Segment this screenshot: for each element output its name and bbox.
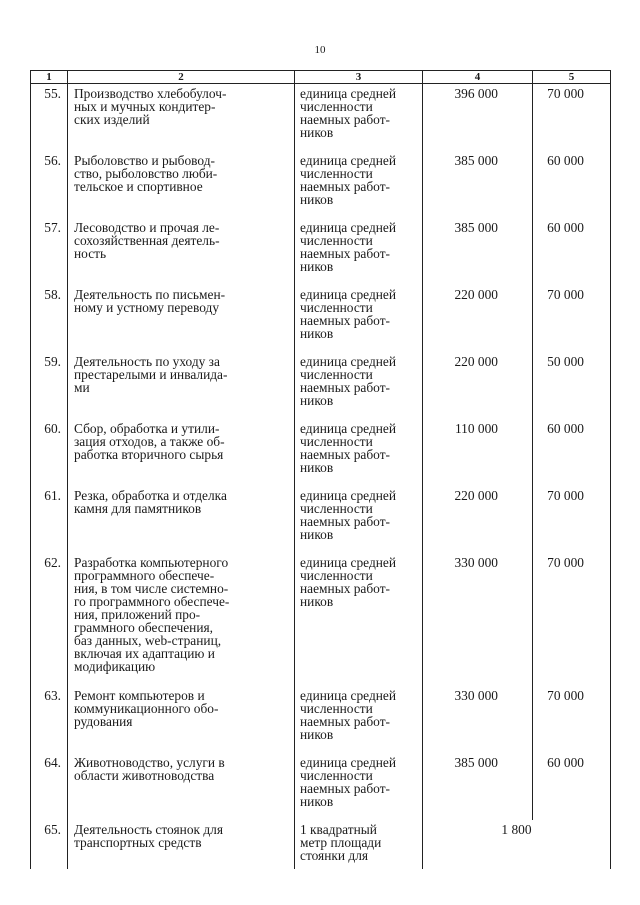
text-line: единица средней [300,219,397,235]
text-line: ников [300,459,334,475]
row-number: 63. [31,686,68,753]
text-line: престарелыми и инвалида- [74,366,228,382]
text-line: наемных работ- [300,312,391,328]
text-line: Деятельность стоянок для [74,821,224,837]
text-line: наемных работ- [300,379,391,395]
column-header-1: 1 [31,71,68,84]
row-number: 56. [31,151,68,218]
unit-of-measure [295,686,423,753]
text-line: ников [300,793,334,809]
value-col-5: 70 000 [533,553,611,686]
unit-of-measure [295,151,423,218]
text-line: камня для памятников [74,500,202,516]
text-line: сохозяйственная деятель- [74,232,220,248]
text-line: ников [300,125,334,140]
column-header-4: 4 [423,71,533,84]
activity-name [68,486,295,553]
text-line: ность [74,245,107,261]
text-line: граммного обеспечения, [74,619,213,635]
text-line: единица средней [300,554,397,570]
text-line: 1 квадратный [300,821,377,837]
table-row [31,419,611,486]
unit-of-measure [295,553,423,686]
text-line: наемных работ- [300,513,391,529]
text-line: единица средней [300,286,397,302]
activity-name [68,753,295,820]
activity-name [68,151,295,218]
page-number: 10 [314,44,326,56]
value-col-5: 60 000 [533,419,611,486]
text-line: ников [300,593,334,609]
value-col-4: 330 000 [423,686,533,753]
unit-of-measure [295,218,423,285]
table-row [31,151,611,218]
text-line: рудования [74,713,133,729]
text-line: численности [300,700,373,716]
value-col-4: 396 000 [423,84,533,151]
unit-of-measure [295,84,423,151]
table-row [31,753,611,820]
row-number: 62. [31,553,68,686]
text-line: единица средней [300,420,397,436]
activity-name [68,419,295,486]
text-line: наемных работ- [300,245,391,261]
table-row [31,218,611,285]
tariff-table [30,70,611,869]
row-number: 61. [31,486,68,553]
text-line: Производство хлебобулоч- [74,86,227,101]
text-line: баз данных, web-страниц, [74,632,222,648]
text-line: численности [300,366,373,382]
value-col-4: 330 000 [423,553,533,686]
text-line: ство, рыболовство люби- [74,165,218,181]
text-line: численности [300,299,373,315]
row-number: 64. [31,753,68,820]
text-line: работка вторичного сырья [74,446,224,462]
text-line: единица средней [300,152,397,168]
text-line: численности [300,232,373,248]
text-line: Рыболовство и рыбовод- [74,152,215,168]
value-col-5: 50 000 [533,352,611,419]
value-col-4: 110 000 [423,419,533,486]
row-number: 58. [31,285,68,352]
text-line: зация отходов, а также об- [74,433,225,449]
value-col-4: 220 000 [423,285,533,352]
text-line: единица средней [300,353,397,369]
value-col-5: 60 000 [533,753,611,820]
unit-of-measure [295,285,423,352]
text-line: Деятельность по письмен- [74,286,226,302]
table-row [31,352,611,419]
table-row [31,486,611,553]
text-line: Сбор, обработка и утили- [74,420,220,436]
row-number: 60. [31,419,68,486]
text-line: ских изделий [74,112,150,127]
value-col-5: 70 000 [533,686,611,753]
value-col-5: 60 000 [533,218,611,285]
text-line: коммуникационного обо- [74,700,219,716]
text-line: Ремонт компьютеров и [74,687,205,703]
text-line: наемных работ- [300,780,391,796]
value-col-4: 220 000 [423,352,533,419]
text-line: ников [300,392,334,408]
activity-name [68,820,295,869]
text-line: модификацию [74,658,156,674]
text-line: включая их адаптацию и [74,645,215,661]
row-number: 65. [31,820,68,869]
value-col-5: 70 000 [533,486,611,553]
text-line: ников [300,325,334,341]
text-line: численности [300,165,373,181]
column-header-3: 3 [295,71,423,84]
text-line: ников [300,726,334,742]
text-line: стоянки для [300,847,369,863]
text-line: единица средней [300,487,397,503]
text-line: наемных работ- [300,112,391,127]
text-line: Лесоводство и прочая ле- [74,219,220,235]
value-col-4: 385 000 [423,753,533,820]
row-number: 55. [31,84,68,151]
activity-name [68,285,295,352]
text-line: ния, в том числе системно- [74,580,229,596]
unit-of-measure [295,820,423,869]
table-row [31,553,611,686]
text-line: численности [300,500,373,516]
text-line: ников [300,258,334,274]
table-body [31,84,611,869]
text-line: ному и устному переводу [74,299,220,315]
text-line: ников [300,526,334,542]
text-line: наемных работ- [300,580,391,596]
text-line: метр площади [300,834,382,850]
row-number: 57. [31,218,68,285]
text-line: единица средней [300,754,397,770]
text-line: Резка, обработка и отделка [74,487,227,503]
text-line: ми [74,379,90,395]
text-line: численности [300,567,373,583]
text-line: численности [300,433,373,449]
text-line: наемных работ- [300,178,391,194]
value-col-5: 70 000 [533,84,611,151]
text-line: ников [300,191,334,207]
value-col-4: 385 000 [423,218,533,285]
text-line: ния, приложений про- [74,606,201,622]
text-line: численности [300,767,373,783]
unit-of-measure [295,486,423,553]
text-line: Животноводство, услуги в [74,754,225,770]
text-line: единица средней [300,86,397,101]
unit-of-measure [295,352,423,419]
merged-value: 1 800 [423,820,611,869]
text-line: транспортных средств [74,834,202,850]
text-line: ных и мучных кондитер- [74,99,216,114]
text-line: численности [300,99,373,114]
table-row [31,686,611,753]
activity-name [68,352,295,419]
value-col-4: 220 000 [423,486,533,553]
text-line: единица средней [300,687,397,703]
unit-of-measure [295,419,423,486]
table-row [31,820,611,869]
text-line: Деятельность по уходу за [74,353,220,369]
value-col-4: 385 000 [423,151,533,218]
text-line: тельское и спортивное [74,178,203,194]
value-col-5: 60 000 [533,151,611,218]
activity-name [68,218,295,285]
column-header-5: 5 [533,71,611,84]
text-line: наемных работ- [300,713,391,729]
table-row [31,84,611,151]
text-line: Разработка компьютерного [74,554,229,570]
activity-name [68,553,295,686]
text-line: го программного обеспече- [74,593,230,609]
value-col-5: 70 000 [533,285,611,352]
column-header-2: 2 [68,71,295,84]
table-row [31,285,611,352]
text-line: программного обеспече- [74,567,215,583]
row-number: 59. [31,352,68,419]
text-line: наемных работ- [300,446,391,462]
unit-of-measure [295,753,423,820]
table-header-row [31,71,611,84]
activity-name [68,84,295,151]
text-line: области животноводства [74,767,215,783]
activity-name [68,686,295,753]
